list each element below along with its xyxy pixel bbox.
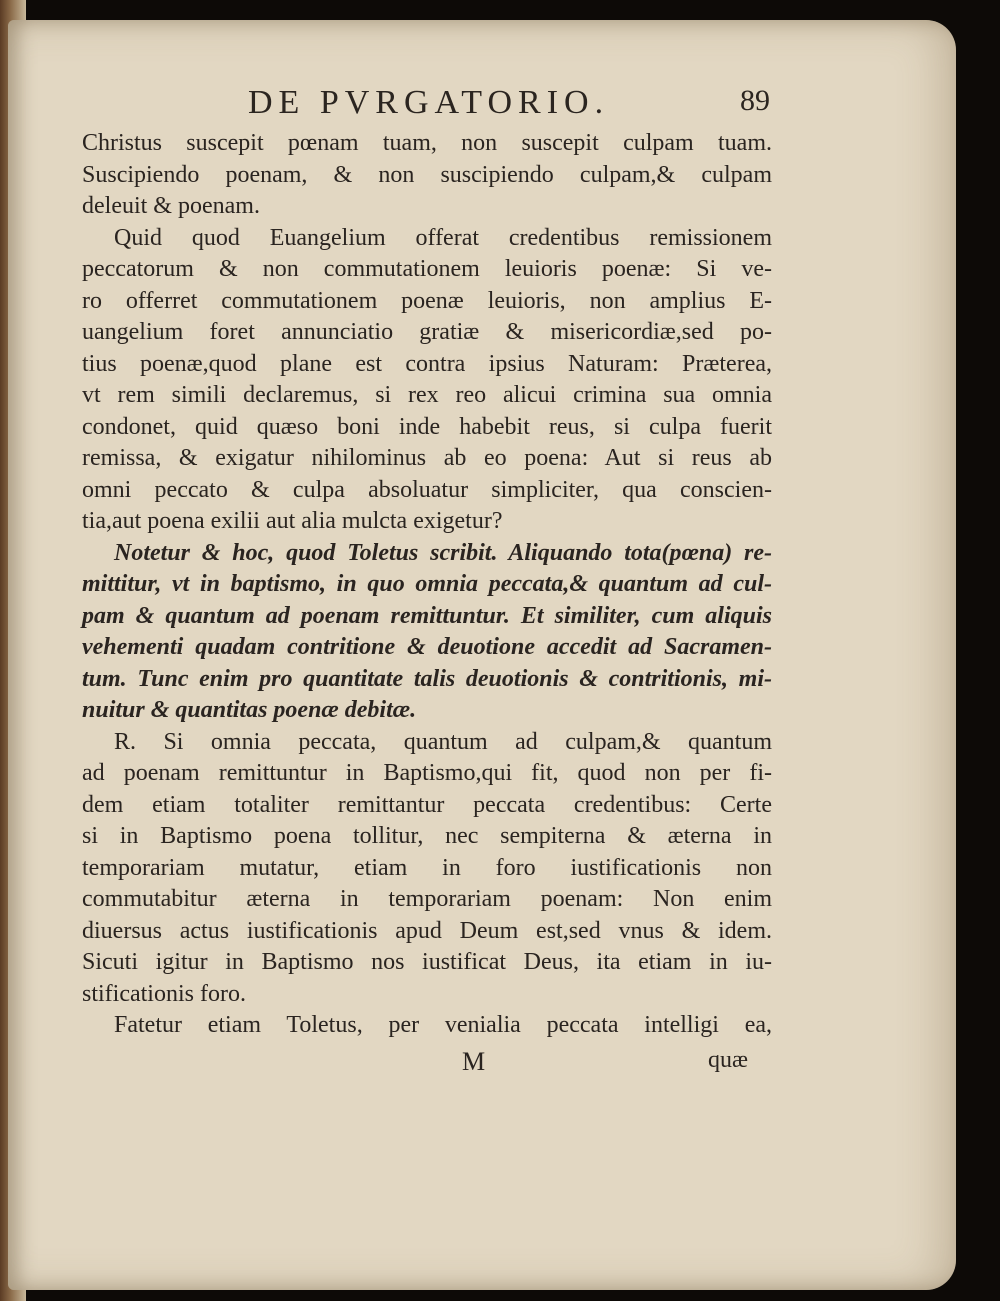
text-line: stificationis foro.	[82, 980, 246, 1007]
text-line: peccatorum & non commutationem leuioris poenæ: Si ve-	[82, 256, 772, 282]
text-line: tius poenæ,quod plane est contra ipsius Naturam: Præterea,	[82, 350, 772, 377]
text-line: remissa, & exigatur nihilominus ab eo poena: Aut si reus ab	[82, 445, 772, 471]
text-line: mittitur, vt in baptismo, in quo omnia peccata,& quantum ad cul-	[82, 571, 772, 597]
text-line: Notetur & hoc, quod Toletus scribit. Aliquando tota(pœna) re-	[114, 539, 772, 566]
catchword: quæ	[708, 1047, 749, 1073]
text-line: deleuit & poenam.	[82, 193, 260, 219]
page-number: 89	[740, 84, 770, 117]
text-line: nuitur & quantitas poenæ debitæ.	[82, 697, 417, 723]
text-line: ro offerret commutationem poenæ leuioris, non amplius E-	[82, 287, 772, 314]
text-line: Suscipiendo poenam, & non suscipiendo culpam,& culpam	[82, 161, 772, 188]
text-line: Sicuti igitur in Baptismo nos iustificat Deus, ita etiam in iu-	[82, 949, 772, 975]
text-line: Fatetur etiam Toletus, per venialia peccata intelligi ea,	[114, 1012, 772, 1038]
signature-mark: M	[462, 1047, 486, 1076]
text-line: pam & quantum ad poenam remittuntur. Et similiter, cum aliquis	[82, 602, 772, 629]
text-line: vt rem simili declaremus, si rex reo alicui crimina sua omnia	[82, 382, 772, 408]
text-line: si in Baptismo poena tollitur, nec sempiterna & æterna in	[82, 823, 772, 849]
body-text	[82, 128, 772, 1042]
text-line: vehementi quadam contritione & deuotione accedit ad Sacramen-	[82, 634, 772, 660]
text-line: tum. Tunc enim pro quantitate talis deuotionis & contritionis, mi-	[82, 665, 772, 692]
text-line: diuersus actus iustificationis apud Deum est,sed vnus & idem.	[82, 917, 772, 944]
text-line: Christus suscepit pœnam tuam, non suscepit culpam tuam.	[82, 130, 772, 156]
text-line: omni peccato & culpa absoluatur simpliciter, qua conscien-	[82, 476, 772, 503]
text-line: tia,aut poena exilii aut alia mulcta exigetur?	[82, 508, 503, 534]
text-line: R. Si omnia peccata, quantum ad culpam,& quantum	[114, 728, 772, 755]
text-line: condonet, quid quæso boni inde habebit reus, si culpa fuerit	[82, 413, 772, 440]
text-line: Quid quod Euangelium offerat credentibus remissionem	[114, 224, 772, 251]
text-line: commutabitur æterna in temporariam poenam: Non enim	[82, 886, 772, 912]
text-line: temporariam mutatur, etiam in foro iustificationis non	[82, 854, 772, 881]
text-line: uangelium foret annunciatio gratiæ & misericordiæ,sed po-	[82, 319, 772, 345]
running-head: DE PVRGATORIO.	[248, 84, 610, 121]
text-line: dem etiam totaliter remittantur peccata credentibus: Certe	[82, 791, 772, 818]
text-line: ad poenam remittuntur in Baptismo,qui fit, quod non per fi-	[82, 760, 772, 786]
